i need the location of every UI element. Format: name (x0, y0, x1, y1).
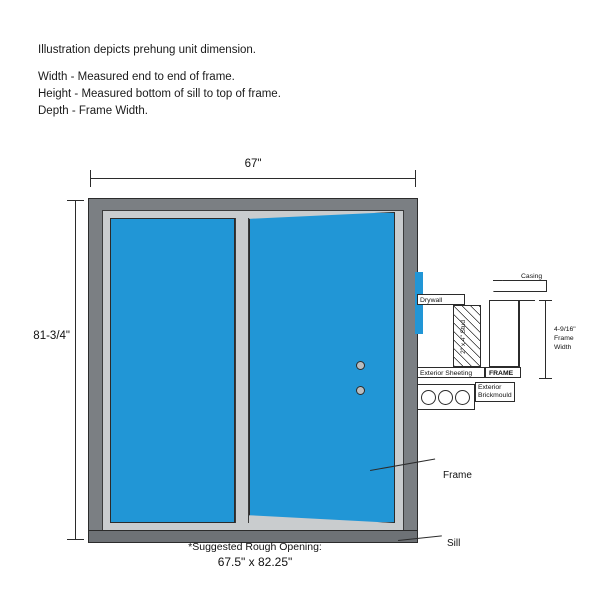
note-line-2: Width - Measured end to end of frame. (38, 71, 235, 83)
brickmould-label-line-1: Exterior (478, 384, 502, 391)
casing-label: Casing (521, 273, 543, 280)
frame-top-line (489, 300, 535, 301)
exterior-sheeting-label: Exterior Sheeting (420, 370, 473, 377)
door-illustration (88, 198, 418, 543)
door-panel-right (249, 212, 395, 523)
frame-width-dimension-label (554, 325, 576, 352)
drywall-label: Drywall (420, 297, 443, 304)
door-panel-left (110, 218, 235, 523)
frame-label: FRAME (489, 370, 514, 377)
note-line-1: Illustration depicts prehung unit dimension. (38, 44, 256, 56)
frame-right-line (519, 300, 520, 367)
frame-width-dimension-tick-bottom (539, 378, 552, 379)
rough-opening-value: 67.5" x 82.25" (217, 555, 293, 569)
note-line-4: Depth - Frame Width. (38, 105, 148, 117)
door-knob-icon (356, 361, 365, 370)
note-line-3: Height - Measured bottom of sill to top of frame. (38, 88, 281, 100)
brickmould-label-line-2: Brickmould (478, 392, 512, 399)
door-astragal (235, 218, 249, 523)
frame-width-value: 4-9/16" (554, 326, 576, 333)
frame-callout-label: Frame (443, 470, 472, 481)
brickmould-label (478, 384, 512, 400)
rough-opening-title: *Suggested Rough Opening: (188, 541, 322, 553)
frame-width-dimension-line (545, 300, 546, 378)
height-dimension-line (75, 200, 76, 540)
frame-width-word-2: Width (554, 344, 572, 351)
frame-width-word-1: Frame (554, 335, 574, 342)
height-dimension-label: 81-3/4" (33, 330, 70, 342)
width-dimension-label: 67" (244, 158, 262, 170)
door-deadbolt-icon (356, 386, 365, 395)
note-spacer (38, 59, 281, 69)
notes-block (38, 42, 281, 120)
frame-section-detail (415, 272, 585, 427)
stud-label: 2" x 4" Stud (460, 320, 467, 354)
brickmould-circle-icon (455, 390, 470, 405)
sill-callout-label: Sill (447, 538, 461, 549)
brickmould-circle-icon (421, 390, 436, 405)
casing-shape (493, 280, 547, 292)
brickmould-circle-icon (438, 390, 453, 405)
width-dimension-line (90, 178, 416, 179)
rough-opening-caption (120, 540, 390, 570)
frame-section-block (489, 300, 519, 367)
frame-width-dimension-tick-top (539, 300, 552, 301)
